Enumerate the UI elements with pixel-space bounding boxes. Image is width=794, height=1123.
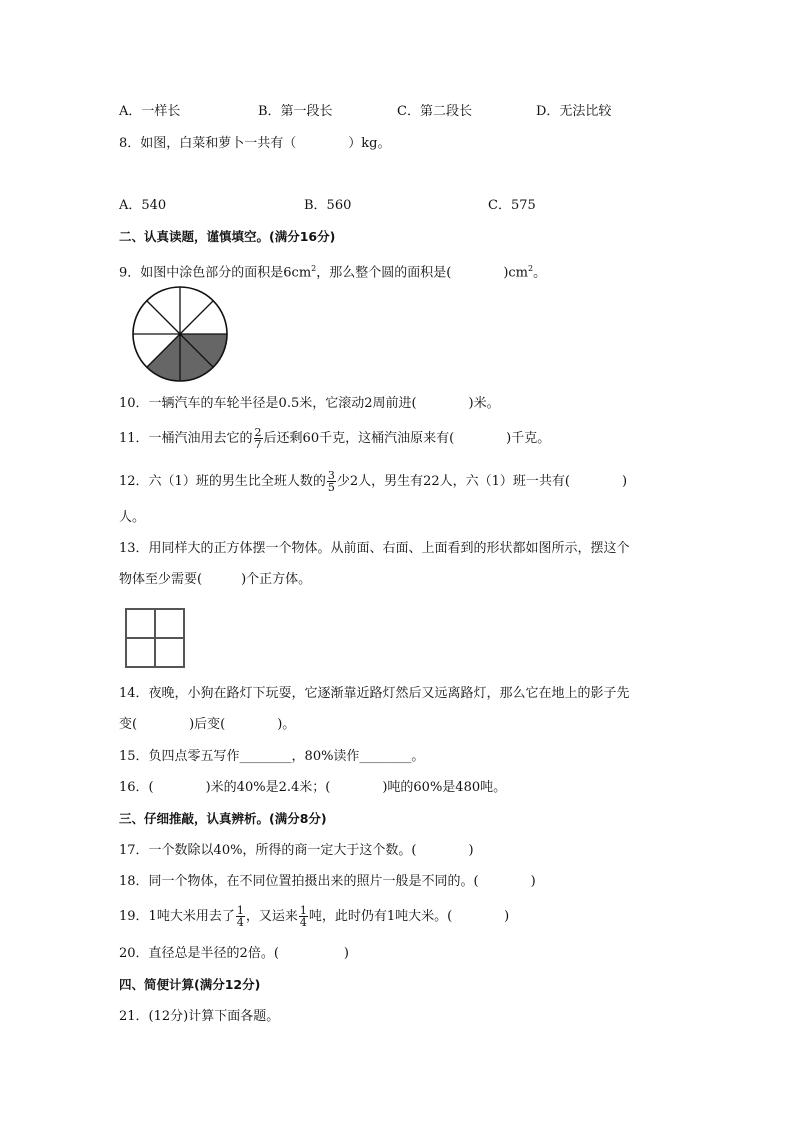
q15-text: 15．负四点零五写作________，80%读作________。: [119, 749, 425, 764]
q13-text-line1: 13．用同样大的正方体摆一个物体。从前面、右面、上面看到的形状都如图所示，摆这个: [119, 541, 630, 556]
q7-option-c: C．第二段长: [397, 104, 472, 119]
q7-option-d: D．无法比较: [536, 104, 612, 119]
q21-text: 21．(12分)计算下面各题。: [119, 1009, 280, 1024]
q18-text: 18．同一个物体，在不同位置拍摄出来的照片一般是不同的。( ): [119, 874, 536, 889]
q8-option-c: C．575: [488, 198, 536, 213]
q20-text: 20．直径总是半径的2倍。( ): [119, 946, 349, 961]
q12-text: 12．六（1）班的男生比全班人数的 $\frac{3}{5}$ 少2人，男生有22人，六（1）班一共有( ): [119, 469, 628, 494]
q8-option-b: B．560: [304, 198, 352, 213]
q19-text: 19．1吨大米用去了 $\frac{1}{4}$ ，又运来 $\frac{1}{4}$ 吨，此时仍有1吨大米。( ): [119, 904, 510, 929]
q12-fraction: $\frac{3}{5}$: [327, 469, 335, 494]
q7-option-a: A．一样长: [119, 104, 181, 119]
q16-text: 16．( )米的40%是2.4米；( )吨的60%是480吨。: [119, 780, 507, 795]
shaded-circle-figure: [130, 284, 230, 384]
square-grid-figure: [124, 607, 186, 669]
q12-text-line2: 人。: [119, 510, 146, 525]
q19-fraction-2: $\frac{1}{4}$: [299, 904, 307, 929]
q17-text: 17．一个数除以40%，所得的商一定大于这个数。( ): [119, 843, 474, 858]
q14-text-line2: 变( )后变( )。: [119, 717, 296, 732]
q9-text: 9．如图中涂色部分的面积是$6cm^2$，那么整个圆的面积是( )$cm^2$。: [119, 264, 547, 281]
q14-text-line1: 14．夜晚，小狗在路灯下玩耍，它逐渐靠近路灯然后又远离路灯，那么它在地上的影子先: [119, 686, 630, 701]
q11-fraction: $\frac{2}{7}$: [254, 426, 262, 451]
section-4-heading: 四、简便计算(满分12分): [119, 977, 261, 992]
q7-option-b: B．第一段长: [258, 104, 333, 119]
q8-option-a: A．540: [119, 198, 167, 213]
section-2-heading: 二、认真读题，谨慎填空。(满分16分): [119, 229, 336, 244]
q8-text: 8．如图，白菜和萝卜一共有（ ）kg。: [119, 136, 391, 151]
q13-text-line2: 物体至少需要( )个正方体。: [119, 572, 312, 587]
q11-text: 11．一桶汽油用去它的 $\frac{2}{7}$ 后还剩60千克，这桶汽油原来有( )千克。: [119, 426, 551, 451]
section-3-heading: 三、仔细推敲，认真辨析。(满分8分): [119, 811, 327, 826]
q10-text: 10．一辆汽车的车轮半径是0.5米，它滚动2周前进( )米。: [119, 396, 500, 411]
q19-fraction-1: $\frac{1}{4}$: [236, 904, 244, 929]
